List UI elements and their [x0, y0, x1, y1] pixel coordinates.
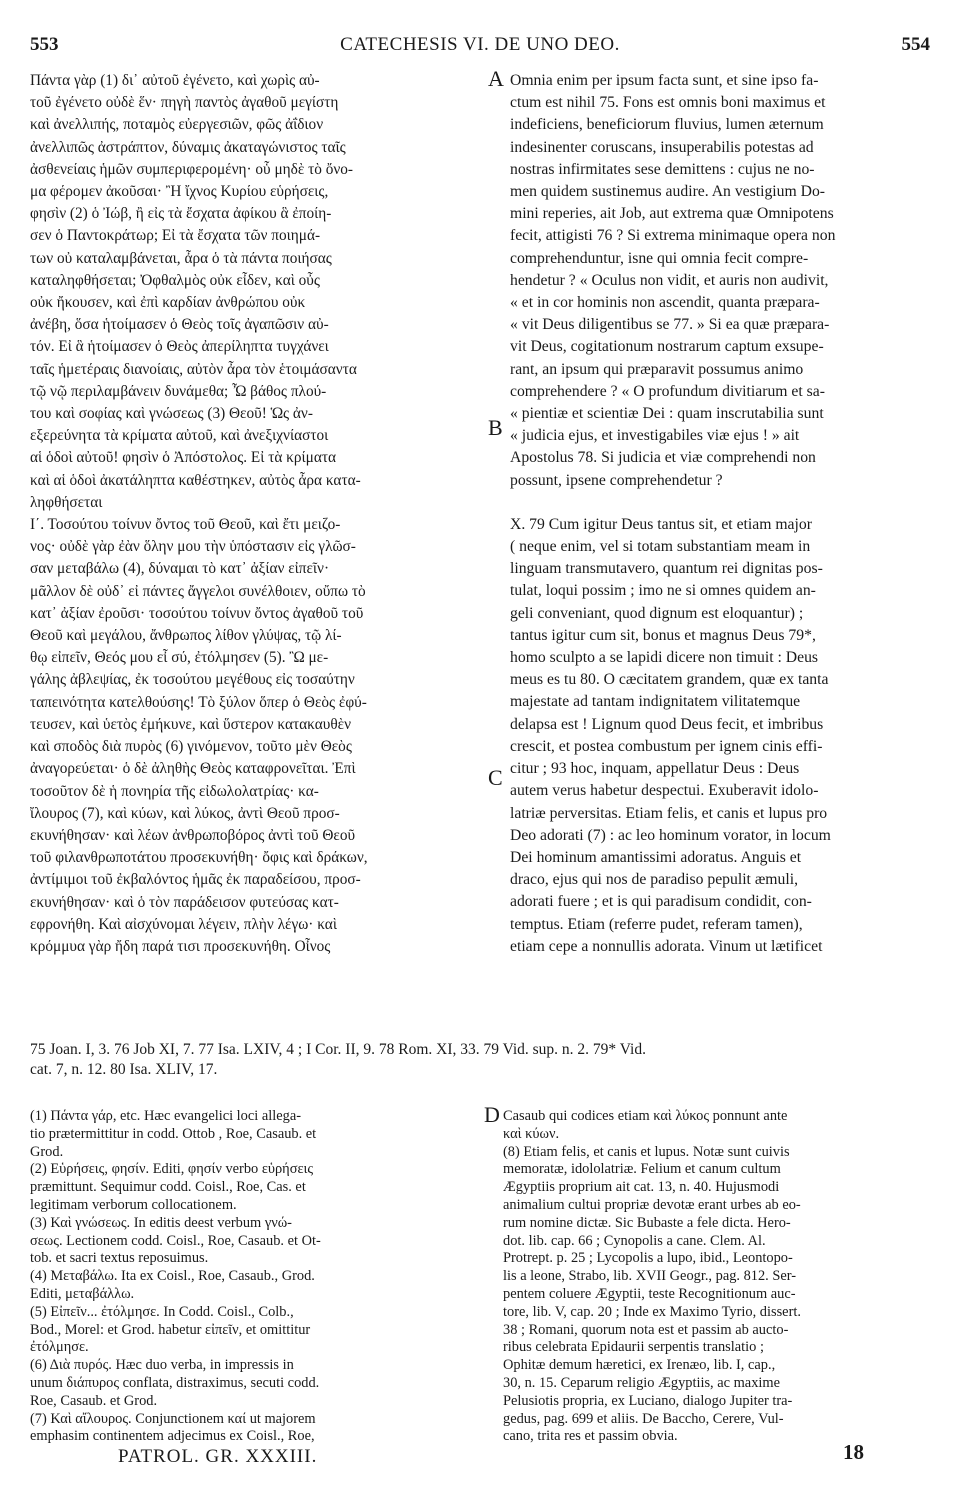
- footnotes-left: [30, 1108, 485, 1446]
- footnote-line: (3) Καὶ γνώσεως. In editis deest verbum γνώ-: [30, 1214, 292, 1231]
- running-header: [30, 34, 930, 58]
- greek-line: Ι΄. Τοσούτου τοίνυν ὄντος τοῦ Θεοῦ, καὶ ἔτι μειζο-: [30, 516, 341, 534]
- footnote-line: ribus celebrata Epidaurii serpentis translatio ;: [503, 1339, 764, 1356]
- scripture-references: [30, 1040, 935, 1080]
- latin-line: « vit Deus diligentibus se 77. » Si ea quæ præpara-: [510, 316, 830, 334]
- greek-line: των οὐ καταλαμβάνεται, ἆρα ὁ τὰ πάντα ποιήσας: [30, 249, 332, 267]
- greek-line: ταπεινότητα κατελθούσης! Τὸ ξύλον ὅπερ ὁ Θεὸς ἐφύ-: [30, 693, 367, 711]
- footnote-line: memoratæ, idololatriæ. Felium et canum cultum: [503, 1161, 781, 1178]
- greek-line: Θεοῦ καὶ μεγάλου, ἄνθρωπος λίθον γλύψας, τῷ λί-: [30, 627, 342, 645]
- footnote-line: (7) Καὶ αἴλουρος. Conjunctionem καί ut majorem: [30, 1410, 316, 1427]
- footnote-line: (1) Πάντα γάρ, etc. Hæc evangelici loci allega-: [30, 1108, 302, 1124]
- footnote-line: καὶ κύων.: [503, 1125, 560, 1142]
- footnote-line: tore, lib. V, cap. 20 ; Inde ex Maximo Tyrio, dissert.: [503, 1303, 801, 1320]
- latin-line: tulat, loqui possim ; imo ne si omnes quidem an-: [510, 582, 816, 600]
- latin-line: « judicia ejus, et investigabiles viæ ejus ! » ait: [510, 427, 800, 445]
- greek-line: τόν. Εἰ ἃ ἡτοίμασεν ὁ Θεὸς ἀπερίληπτα τυγχάνει: [30, 338, 329, 356]
- footnote-line: Bod., Morel: et Grod. habetur εἰπεῖν, et omittitur: [30, 1321, 311, 1338]
- greek-line: ἀνελλιπῶς ἀστράπτον, δύναμις ἀκαταγώνιστος ταῖς: [30, 138, 346, 156]
- footnote-line: (6) Διὰ πυρός. Hæc duo verba, in impressis in: [30, 1357, 294, 1374]
- footnote-line: (4) Μεταβάλω. Ita ex Coisl., Roe, Casaub., Grod.: [30, 1268, 315, 1285]
- latin-line: mini reperies, ait Job, aut extrema quæ Omnipotens: [510, 205, 834, 223]
- latin-line: Omnia enim per ipsum facta sunt, et sine ipso fa-: [510, 72, 819, 89]
- greek-line: του καὶ σοφίας καὶ γνώσεως (3) Θεοῦ! Ὡς ἀν-: [30, 405, 313, 423]
- greek-line: τοσοῦτον δὲ ἡ πονηρία τῆς εἰδωλολατρίας· κα-: [30, 782, 319, 800]
- margin-letter-d: D: [484, 1102, 500, 1127]
- footnote-line: Protrept. p. 25 ; Lycopolis a lupo, ibid., Leontopo-: [503, 1250, 793, 1267]
- greek-line: φησὶν (2) ὁ Ἰώβ, ἢ εἰς τὰ ἔσχατα ἀφίκου ἃ ἐποίη-: [30, 205, 332, 223]
- footnote-line: dot. lib. cap. 66 ; Cynopolis a cane. Clem. Al.: [503, 1232, 766, 1249]
- footnote-line: 30, n. 15. Ceparum religio Ægyptiis, ac maxime: [503, 1374, 780, 1391]
- footnote-line: emphasim continentem adjecimus ex Coisl., Roe,: [30, 1428, 315, 1445]
- footnote-line: (5) Εἰπεῖν... ἐτόλμησε. In Codd. Coisl., Colb.,: [30, 1303, 294, 1320]
- latin-line: homo sculpto a se lapidi dicere non timuit : Deus: [510, 649, 819, 667]
- footnote-line: pentem coluere Ægyptii, teste Recognitionum auc-: [503, 1285, 796, 1302]
- latin-line: geli conveniant, quod dignum est eloquantur) ;: [510, 604, 804, 622]
- footnote-line: Editi, μεταβάλλω.: [30, 1285, 135, 1302]
- latin-line: adorati fuere ; et is qui paradisum condidit, con-: [510, 893, 812, 911]
- latin-line: hendetur ? « Oculus non vidit, et auris non audivit,: [510, 271, 829, 289]
- greek-line: τῷ νῷ περιλαμβάνειν δυνάμεθα; Ὦ βάθος πλού-: [30, 382, 327, 400]
- latin-line: possunt, ipsene comprehendetur ?: [510, 471, 723, 489]
- footnotes-right: [503, 1108, 935, 1446]
- greek-column: [30, 70, 480, 958]
- footnote-line: præmittunt. Sequimur codd. Coisl., Roe, Cas. et: [30, 1179, 306, 1196]
- greek-line: τοῦ φιλανθρωποτάτου προσεκυνήθη· ὄφις καὶ δράκων,: [30, 849, 368, 867]
- latin-line: X. 79 Cum igitur Deus tantus sit, et etiam major: [510, 515, 812, 533]
- latin-line: crescit, et postea combustum per ignem cinis effi-: [510, 737, 823, 755]
- footnote-line: tio prætermittitur in codd. Ottob , Roe, Casaub. et: [30, 1125, 317, 1142]
- greek-line: εφρονήθη. Καὶ αἰσχύνομαι λέγειν, πλὴν λέγω· καὶ: [30, 915, 337, 933]
- greek-line: σαν μεταβάλω (4), δύναμαι τὸ κατ᾽ ἀξίαν εἰπεῖν·: [30, 560, 330, 578]
- footnote-line: 38 ; Romani, quorum nota est et passim ab aucto-: [503, 1321, 789, 1338]
- footnote-line: Ægyptiis proprium ait cat. 13, n. 40. Hujusmodi: [503, 1179, 780, 1196]
- footnote-line: ἐτόλμησε.: [30, 1339, 89, 1356]
- reference-line: 75 Joan. I, 3. 76 Job XI, 7. 77 Isa. LXIV, 4 ; I Cor. II, 9. 78 Rom. XI, 33. 79 Vid. sup. n. 2. 79* Vid.: [30, 1041, 646, 1058]
- footnote-line: unum διάπυρος conflata, distraximus, secuti codd.: [30, 1374, 320, 1391]
- footnote-line: Casaub qui codices etiam καὶ λύκος ponnunt ante: [503, 1108, 788, 1124]
- footnote-line: (2) Εὑρήσεις, φησίν. Editi, φησίν verbo εὑρήσεις: [30, 1161, 314, 1178]
- greek-line: εκυνήθησαν· καὶ ὁ τὸν παράδεισον φυτεύσας κατ-: [30, 893, 339, 911]
- latin-line: nostras infirmitates sese demittens : cujus ne no-: [510, 160, 815, 178]
- footnote-line: Roe, Casaub. et Grod.: [30, 1392, 158, 1409]
- latin-line: comprehendere ? « O profundum divitiarum et sa-: [510, 382, 825, 400]
- greek-line: κρόμμυα γὰρ ἤδη παρά τισι προσεκυνήθη. Οἶνος: [30, 937, 331, 955]
- latin-line: « et in cor hominis non ascendit, quanta præpara-: [510, 294, 820, 312]
- greek-line: καὶ ἀνελλιπής, ποταμὸς εὐεργεσιῶν, φῶς ἀΐδιον: [30, 116, 324, 134]
- latin-line: Apostolus 78. Si judicia et viæ comprehendi non: [510, 449, 816, 467]
- latin-line: autem verus habetur despectui. Exuberavit idolo-: [510, 782, 819, 800]
- greek-line: θῳ εἰπεῖν, Θεός μου εἶ σύ, ἐτόλμησεν (5). Ὢ με-: [30, 649, 329, 667]
- latin-line: linguam transmutavero, quantum rei dignitas pos-: [510, 560, 823, 578]
- signature-number: 18: [843, 1440, 864, 1464]
- latin-line: Deo adorati (7) : ac leo hominum vorator, in locum: [510, 826, 831, 844]
- greek-line: καὶ σποδὸς διὰ πυρὸς (6) γινόμενον, τοῦτο μὲν Θεὸς: [30, 738, 352, 756]
- latin-line: men quidem sustinemus audire. An vestigium Do-: [510, 183, 826, 201]
- greek-line: ἴλουρος (7), καὶ κύων, καὶ λύκος, ἀντὶ Θεοῦ προσ-: [30, 804, 340, 822]
- footnote-line: animalium cultui propriæ devotæ erant urbes ab eo-: [503, 1196, 801, 1213]
- greek-line: ἀσθενείαις ἡμῶν συμπεριφερομένη· οὗ μηδὲ τὸ ὄνο-: [30, 160, 354, 178]
- greek-line: αἱ ὁδοὶ αὐτοῦ! φησὶν ὁ Ἀπόστολος. Εἰ τὰ κρίματα: [30, 449, 337, 467]
- page-number-left: 553: [30, 34, 59, 55]
- latin-line: fecit, attigisti 76 ? Si extrema minimaque opera non: [510, 227, 836, 245]
- footnote-line: Grod.: [30, 1143, 64, 1160]
- reference-line: cat. 7, n. 12. 80 Isa. XLIV, 17.: [30, 1061, 218, 1078]
- latin-line: indeficiens, beneficiorum fluvius, lumen æternum: [510, 116, 824, 134]
- latin-line: temptus. Etiam (referre pudet, referam tamen),: [510, 915, 803, 933]
- greek-line: τευσεν, καὶ ὑετὸς ἐμήκυνε, καὶ ὕστερον κατακαυθὲν: [30, 715, 351, 733]
- latin-line: meus es tu 80. O cæcitatem grandem, quæ ex tanta: [510, 671, 829, 689]
- latin-line: draco, ejus qui nos de paradiso pepulit æmuli,: [510, 871, 798, 889]
- latin-line: etiam cepe a nonnullis adorata. Vinum ut lætificet: [510, 937, 823, 955]
- greek-line: ἀντίμιμοι τοῦ ἐκβαλόντος ἡμᾶς ἐκ παραδείσου, προσ-: [30, 871, 361, 889]
- greek-line: εξερεύνητα τὰ κρίματα αὐτοῦ, καὶ ἀνεξιχνίαστοι: [30, 427, 329, 445]
- greek-line: ἀνέβη, ὅσα ἡτοίμασεν ὁ Θεὸς τοῖς ἀγαπῶσιν αὐ-: [30, 316, 329, 334]
- footnote-line: lis a leone, Strabo, lib. XVII Geogr., pag. 812. Ser-: [503, 1268, 797, 1285]
- greek-line: μᾶλλον δὲ οὐδ᾽ εἰ πάντες ἄγγελοι συνέλθοιεν, οὔπω τὸ: [30, 582, 366, 600]
- footnote-line: (8) Etiam felis, et canis et lupus. Notæ sunt cuivis: [503, 1143, 790, 1160]
- footnote-line: tob. et sacri textus reposuimus.: [30, 1250, 209, 1267]
- margin-letter-b: B: [488, 415, 503, 440]
- footnote-line: Pelusiotis propria, ex Luciano, dialogo Jupiter tra-: [503, 1392, 793, 1409]
- footnote-line: cano, trita res et passim obvia.: [503, 1428, 678, 1445]
- latin-line: citur ; 93 hoc, inquam, appellatur Deus : Deus: [510, 760, 800, 778]
- footnote-line: Ophitæ demum hæretici, ex Irenæo, lib. I, cap.,: [503, 1357, 776, 1374]
- latin-line: indesinenter coruscans, insuperabilis potestas ad: [510, 138, 814, 156]
- latin-line: Dei hominum amantissimi adoratus. Anguis et: [510, 848, 802, 866]
- greek-line: μα φέρομεν ἀκοῦσαι· Ἢ ἴχνος Κυρίου εὑρήσεις,: [30, 183, 329, 201]
- greek-line: εκυνήθησαν· καὶ λέων ἀνθρωποβόρος ἀντὶ τοῦ Θεοῦ: [30, 826, 356, 844]
- latin-line: comprehenduntur, isne qui omnia fecit compre-: [510, 249, 809, 267]
- margin-letter-c: C: [488, 765, 503, 790]
- greek-line: ληφθήσεται: [30, 493, 103, 511]
- greek-line: οὐκ ἤκουσεν, καὶ ἐπὶ καρδίαν ἀνθρώπου οὐκ: [30, 294, 306, 312]
- page-number-right: 554: [901, 34, 930, 55]
- greek-line: τοῦ ἐγένετο οὐδὲ ἕν· πηγὴ παντὸς ἀγαθοῦ μεγίστη: [30, 94, 339, 112]
- latin-line: rant, an ipsum qui præparavit possumus animo: [510, 360, 804, 378]
- latin-line: vit Deus, cogitationum nostrarum captum exsupe-: [510, 338, 824, 356]
- running-title: CATECHESIS VI. DE UNO DEO.: [340, 34, 620, 55]
- greek-line: σεν ὁ Παντοκράτωρ; Εἰ τὰ ἔσχατα τῶν ποιημά-: [30, 227, 321, 245]
- footnote-line: rum nomine dictæ. Sic Bubaste a fele dicta. Hero-: [503, 1214, 791, 1231]
- footnote-line: legitimam verborum collocationem.: [30, 1196, 237, 1213]
- series-signature: PATROL. GR. XXXIII.: [118, 1446, 318, 1467]
- latin-column: [510, 70, 935, 958]
- latin-line: ( neque enim, vel si totam substantiam meam in: [510, 538, 811, 556]
- margin-letter-a: A: [488, 66, 504, 91]
- greek-line: καταληφθήσεται; Ὀφθαλμὸς οὐκ εἶδεν, καὶ οὖς: [30, 271, 320, 289]
- greek-line: Πάντα γὰρ (1) δι᾽ αὐτοῦ ἐγένετο, καὶ χωρὶς αὐ-: [30, 72, 320, 89]
- latin-line: ctum est nihil 75. Fons est omnis boni maximus et: [510, 94, 826, 112]
- footnote-line: σεως. Lectionem codd. Coisl., Roe, Casaub. et Ot-: [30, 1232, 321, 1249]
- greek-line: ταῖς ἡμετέραις διανοίαις, αὐτὸν ἆρα τὸν ἑτοιμάσαντα: [30, 360, 357, 378]
- latin-line: delapsa est ! Lignum quod Deus fecit, et imbribus: [510, 715, 824, 733]
- latin-line: « pientiæ et scientiæ Dei : quam inscrutabilia sunt: [510, 405, 824, 423]
- latin-line: latriæ perversitas. Etiam felis, et canis et lupus pro: [510, 804, 828, 822]
- greek-line: ἀναγορεύεται· ὁ δὲ ἀληθὴς Θεὸς καταφρονεῖται. Ἐπὶ: [30, 760, 356, 778]
- greek-line: κατ᾽ ἀξίαν ἐροῦσι· τοσούτου τοίνυν ὄντος ἀγαθοῦ τοῦ: [30, 604, 364, 622]
- footnote-line: gedus, pag. 699 et aliis. De Baccho, Cerere, Vul-: [503, 1410, 784, 1427]
- greek-line: γάλης ἀβλεψίας, ἐκ τοσούτου μεγέθους εἰς τοσαύτην: [30, 671, 355, 689]
- latin-line: majestate ad tantam indignitatem vilitatemque: [510, 693, 801, 711]
- latin-line: tantus igitur cum sit, bonus et magnus Deus 79*,: [510, 626, 816, 644]
- greek-line: καὶ αἱ ὁδοὶ ἀκατάληπτα καθέστηκεν, αὐτὸς ἆρα κατα-: [30, 471, 361, 489]
- greek-line: νος· οὐδὲ γὰρ ἐὰν ὅλην μου τὴν ὑπόστασιν εἰς γλῶσ-: [30, 538, 356, 556]
